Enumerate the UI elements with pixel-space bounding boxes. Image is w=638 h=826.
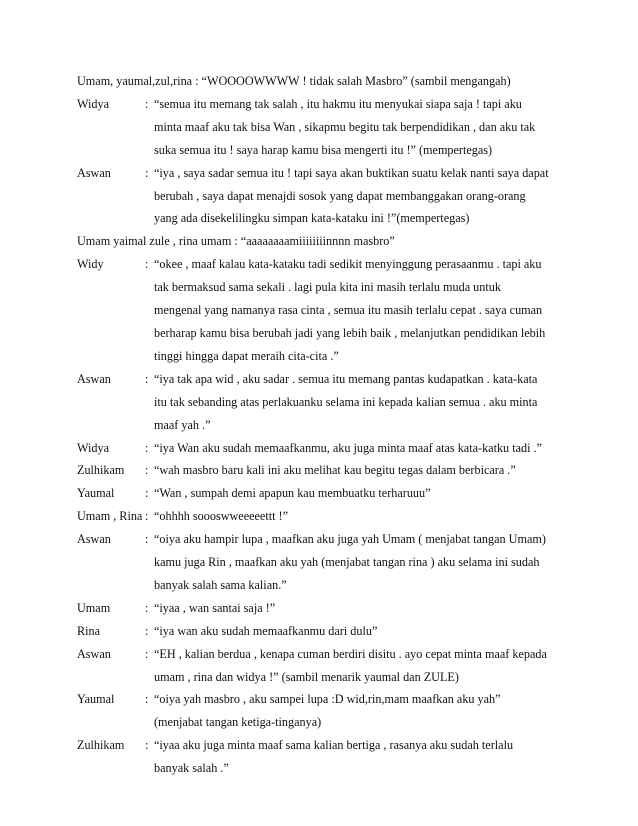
dialogue-text-line: tinggi hingga dapat meraih cita-cita .” bbox=[154, 348, 339, 363]
dialogue-body bbox=[77, 70, 577, 780]
dialogue-text-line: “iya Wan aku sudah memaafkanmu, aku juga minta maaf atas kata-katku tadi .” bbox=[154, 440, 542, 455]
speaker-colon: : bbox=[145, 646, 149, 661]
dialogue-text-line: berharap kamu bisa berubah jadi yang lebih baik , melanjutkan pendidikan lebih bbox=[154, 325, 546, 340]
speaker-colon: : bbox=[145, 486, 149, 501]
dialogue-text-line: itu tak sebanding atas perlakuanku selama ini kepada kalian semua . aku minta bbox=[154, 394, 538, 409]
dialogue-text bbox=[154, 505, 577, 528]
dialogue-text-line: “iyaa aku juga minta maaf sama kalian bertiga , rasanya aku sudah terlalu bbox=[154, 738, 514, 753]
dialogue-text bbox=[154, 528, 577, 597]
dialogue-text-line: minta maaf aku tak bisa Wan , sikapmu begitu tak berpendidikan , dan aku tak bbox=[154, 119, 536, 134]
speaker-colon: : bbox=[145, 371, 149, 386]
dialogue-text-line: (menjabat tangan ketiga-tinganya) bbox=[154, 715, 322, 730]
speaker-name: Umam , Rina bbox=[77, 509, 143, 524]
dialogue-text bbox=[154, 734, 577, 780]
dialogue-text-line: berubah , saya dapat menajdi sosok yang dapat membanggakan orang-orang bbox=[154, 188, 526, 203]
dialogue-text bbox=[154, 597, 577, 620]
speaker-colon: : bbox=[145, 96, 149, 111]
speaker-name: Yaumal bbox=[77, 692, 115, 707]
speaker-name: Widya bbox=[77, 96, 109, 111]
dialogue-text-line: “okee , maaf kalau kata-kataku tadi sedikit menyinggung perasaanmu . tapi aku bbox=[154, 257, 542, 272]
dialogue-text bbox=[154, 93, 577, 162]
dialogue-text bbox=[154, 437, 577, 460]
speaker-colon: : bbox=[145, 600, 149, 615]
speaker-colon: : bbox=[145, 692, 149, 707]
dialogue-row bbox=[77, 528, 577, 597]
speaker-name: Widy bbox=[77, 257, 104, 272]
dialogue-text-line: “iya , saya sadar semua itu ! tapi saya akan buktikan suatu kelak nanti saya dapat bbox=[154, 165, 549, 180]
speaker-name: Aswan bbox=[77, 165, 111, 180]
dialogue-text bbox=[154, 688, 577, 734]
speaker-name: Zulhikam bbox=[77, 738, 125, 753]
dialogue-row bbox=[77, 643, 577, 689]
dialogue-text-line: “wah masbro baru kali ini aku melihat kau begitu tegas dalam berbicara .” bbox=[154, 463, 516, 478]
dialogue-text-line: suka semua itu ! saya harap kamu bisa mengerti itu !” (mempertegas) bbox=[154, 142, 493, 157]
speaker-colon: : bbox=[145, 257, 149, 272]
dialogue-text bbox=[154, 368, 577, 437]
dialogue-row bbox=[77, 482, 577, 505]
speaker-name: Yaumal bbox=[77, 486, 115, 501]
speaker-colon: : bbox=[145, 738, 149, 753]
speaker-name: Rina bbox=[77, 623, 101, 638]
speaker-colon: : bbox=[145, 532, 149, 547]
speaker-name: Zulhikam bbox=[77, 463, 125, 478]
narration-line: Umam yaimal zule , rina umam : “aaaaaaaamiiiiiiiinnnn masbro” bbox=[77, 234, 395, 249]
dialogue-row bbox=[77, 688, 577, 734]
speaker-colon: : bbox=[145, 165, 149, 180]
dialogue-text bbox=[154, 459, 577, 482]
dialogue-text-line: yang ada disekelilingku simpan kata-kataku ini !”(mempertegas) bbox=[154, 211, 470, 226]
dialogue-text bbox=[154, 253, 577, 368]
dialogue-row bbox=[77, 597, 577, 620]
dialogue-row bbox=[77, 253, 577, 368]
dialogue-row bbox=[77, 368, 577, 437]
speaker-name: Umam bbox=[77, 600, 111, 615]
dialogue-text-line: “ohhhh soooswweeeeettt !” bbox=[154, 509, 289, 524]
dialogue-text-line: “oiya yah masbro , aku sampei lupa :D wid,rin,mam maafkan aku yah” bbox=[154, 692, 501, 707]
speaker-colon: : bbox=[145, 509, 149, 524]
speaker-name: Aswan bbox=[77, 371, 111, 386]
dialogue-text-line: “Wan , sumpah demi apapun kau membuatku terharuuu” bbox=[154, 486, 431, 501]
dialogue-text bbox=[154, 162, 577, 231]
narration-line: Umam, yaumal,zul,rina : “WOOOOWWWW ! tidak salah Masbro” (sambil mengangah) bbox=[77, 74, 511, 88]
speaker-colon: : bbox=[145, 440, 149, 455]
dialogue-text-line: mengenal yang namanya rasa cinta , semua itu masih terlalu cepat . saya cuman bbox=[154, 303, 543, 318]
dialogue-text bbox=[154, 620, 577, 643]
dialogue-text-line: banyak salah .” bbox=[154, 761, 229, 776]
dialogue-text bbox=[154, 482, 577, 505]
dialogue-text-line: “semua itu memang tak salah , itu hakmu itu menyukai siapa saja ! tapi aku bbox=[154, 96, 522, 111]
dialogue-text-line: “iya wan aku sudah memaafkanmu dari dulu” bbox=[154, 623, 378, 638]
dialogue-row bbox=[77, 620, 577, 643]
dialogue-row bbox=[77, 505, 577, 528]
dialogue-text-line: “oiya aku hampir lupa , maafkan aku juga yah Umam ( menjabat tangan Umam) bbox=[154, 532, 546, 547]
dialogue-text-line: kamu juga Rin , maafkan aku yah (menjabat tangan rina ) aku selama ini sudah bbox=[154, 555, 540, 570]
speaker-name: Aswan bbox=[77, 646, 111, 661]
speaker-colon: : bbox=[145, 623, 149, 638]
speaker-name: Widya bbox=[77, 440, 109, 455]
speaker-colon: : bbox=[145, 463, 149, 478]
dialogue-row bbox=[77, 734, 577, 780]
dialogue-text-line: banyak salah sama kalian.” bbox=[154, 577, 287, 592]
dialogue-row bbox=[77, 162, 577, 231]
dialogue-text-line: tak bermaksud sama sekali . lagi pula kita ini masih terlalu muda untuk bbox=[154, 280, 501, 295]
dialogue-text-line: “iyaa , wan santai saja !” bbox=[154, 600, 276, 615]
dialogue-text bbox=[154, 643, 577, 689]
dialogue-row bbox=[77, 93, 577, 162]
dialogue-row bbox=[77, 459, 577, 482]
dialogue-text-line: “iya tak apa wid , aku sadar . semua itu memang pantas kudapatkan . kata-kata bbox=[154, 371, 538, 386]
dialogue-row bbox=[77, 437, 577, 460]
speaker-name: Aswan bbox=[77, 532, 111, 547]
dialogue-text-line: maaf yah .” bbox=[154, 417, 211, 432]
dialogue-text-line: umam , rina dan widya !” (sambil menarik yaumal dan ZULE) bbox=[154, 669, 459, 684]
dialogue-text-line: “EH , kalian berdua , kenapa cuman berdiri disitu . ayo cepat minta maaf kepada bbox=[154, 646, 547, 661]
